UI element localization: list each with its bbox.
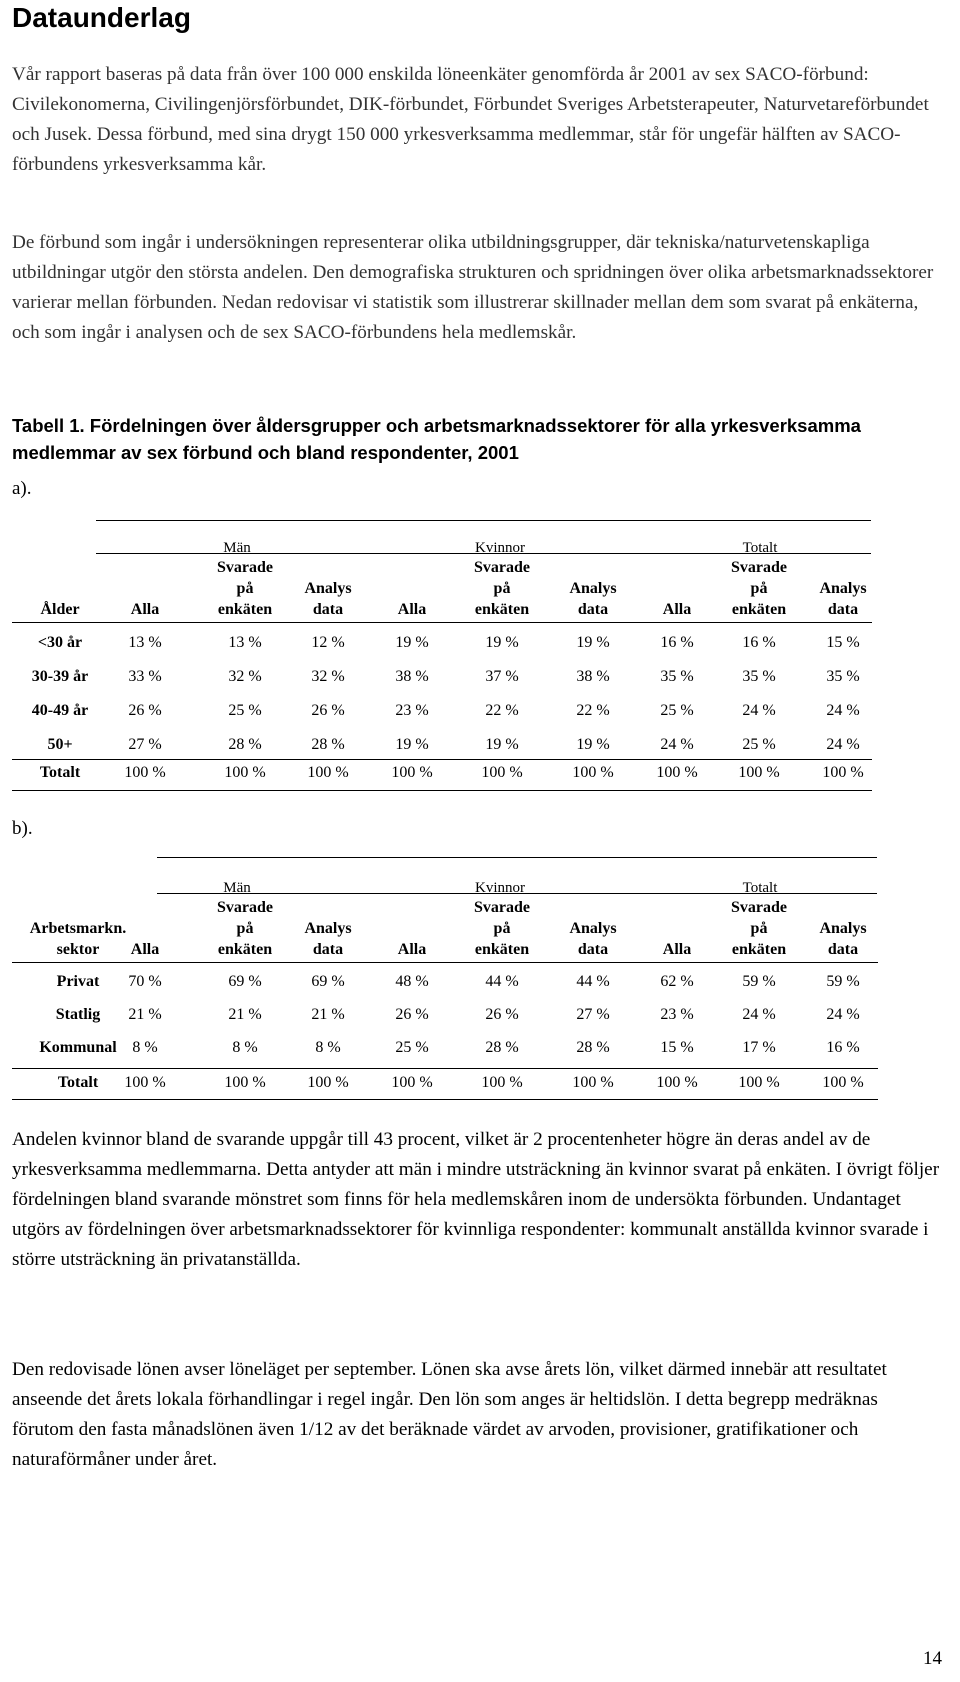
table-a-label: a). bbox=[12, 478, 32, 499]
table-a-col-header: på bbox=[236, 580, 254, 597]
table-b-col-header: på bbox=[750, 920, 768, 937]
table-a-col-header: Alla bbox=[397, 601, 427, 618]
table-a-group-totalt: Totalt bbox=[742, 540, 778, 556]
table-b-cell: 16 % bbox=[826, 1039, 860, 1056]
table-b-cell: 17 % bbox=[742, 1039, 776, 1056]
table-b-total-cell: 100 % bbox=[572, 1074, 614, 1091]
table-b-label: b). bbox=[12, 818, 33, 839]
table-a-col-header: Analys bbox=[819, 580, 867, 597]
table-b-col-header: enkäten bbox=[217, 941, 273, 958]
table-b-cell: 8 % bbox=[315, 1039, 341, 1056]
table-b-row-label: Privat bbox=[56, 973, 100, 990]
table-a-cell: 13 % bbox=[128, 634, 162, 651]
table-a-cell: 25 % bbox=[742, 736, 776, 753]
table-b-col-header: data bbox=[312, 941, 344, 958]
table-a-total-cell: 100 % bbox=[738, 764, 780, 781]
table-b-cell: 23 % bbox=[660, 1006, 694, 1023]
table-a-cell: 38 % bbox=[395, 668, 429, 685]
table-a-cell: 35 % bbox=[826, 668, 860, 685]
table-b-cell: 8 % bbox=[132, 1039, 158, 1056]
table-b-cell: 27 % bbox=[576, 1006, 610, 1023]
table-a-cell: 27 % bbox=[128, 736, 162, 753]
table-a-total-cell: 100 % bbox=[307, 764, 349, 781]
table-a-cell: 22 % bbox=[576, 702, 610, 719]
table-b-col-header: på bbox=[236, 920, 254, 937]
table-a-cell: 24 % bbox=[826, 736, 860, 753]
table-a-total-cell: 100 % bbox=[656, 764, 698, 781]
table-rule bbox=[12, 1099, 878, 1100]
table-a-cell: 16 % bbox=[660, 634, 694, 651]
table-a-cell: 38 % bbox=[576, 668, 610, 685]
table-a-total-cell: 100 % bbox=[224, 764, 266, 781]
table-b-cell: 21 % bbox=[128, 1006, 162, 1023]
table-a-cell: 12 % bbox=[311, 634, 345, 651]
table-a-cell: 35 % bbox=[742, 668, 776, 685]
paragraph-respondents: Andelen kvinnor bland de svarande uppgår till 43 procent, vilket är 2 procentenheter högre än deras andel av de yrkesverksamma medlemmarna. Detta antyder att män i mindre utsträckning än kvinnor svarat på enkäten. I övrigt följer fördelningen bland svarande mönstret som finns för hela medlemskåren inom de undersökta förbunden. Undantaget utgörs av fördelningen över arbetsmarknadssektorer för kvinnliga respondenter: kommunalt anställda kvinnor svarade i större utsträckning än privatanställda. bbox=[12, 1129, 940, 1270]
table-a-cell: 22 % bbox=[485, 702, 519, 719]
table-a-row-label: <30 år bbox=[37, 634, 83, 651]
table-a-cell: 23 % bbox=[395, 702, 429, 719]
table-rule bbox=[96, 520, 871, 521]
table-a-row-label: 40-49 år bbox=[31, 702, 89, 719]
table-b-total-label: Totalt bbox=[57, 1074, 99, 1091]
table-a-col-header: data bbox=[827, 601, 859, 618]
table-a-cell: 19 % bbox=[395, 634, 429, 651]
table-a-col-header: Svarade bbox=[217, 559, 273, 576]
table-a-cell: 19 % bbox=[485, 634, 519, 651]
table-a-col-header: Svarade bbox=[474, 559, 530, 576]
table-b-group-män: Män bbox=[223, 880, 251, 896]
table-rule bbox=[96, 553, 871, 554]
table-b-col-header: Alla bbox=[397, 941, 427, 958]
table-b-cell: 28 % bbox=[485, 1039, 519, 1056]
table-b-total-cell: 100 % bbox=[481, 1074, 523, 1091]
table-b-cell: 26 % bbox=[485, 1006, 519, 1023]
table-a-cell: 25 % bbox=[660, 702, 694, 719]
table-a-col-header: enkäten bbox=[474, 601, 530, 618]
table-b-cell: 44 % bbox=[485, 973, 519, 990]
table-b-cell: 69 % bbox=[311, 973, 345, 990]
table-a-total-label: Totalt bbox=[39, 764, 81, 781]
table-a-col-header: Analys bbox=[569, 580, 617, 597]
table-a-total-cell: 100 % bbox=[822, 764, 864, 781]
table-b-cell: 69 % bbox=[228, 973, 262, 990]
table-a-cell: 16 % bbox=[742, 634, 776, 651]
table-b-cell: 21 % bbox=[228, 1006, 262, 1023]
table-b-col-header: på bbox=[493, 920, 511, 937]
table-a-cell: 19 % bbox=[395, 736, 429, 753]
table-b-cell: 48 % bbox=[395, 973, 429, 990]
table-rule bbox=[12, 790, 872, 791]
table-b-col-header: Alla bbox=[130, 941, 160, 958]
table-b-cell: 28 % bbox=[576, 1039, 610, 1056]
table-a-cell: 25 % bbox=[228, 702, 262, 719]
table-rule bbox=[12, 1068, 878, 1069]
table-a-total-cell: 100 % bbox=[391, 764, 433, 781]
table-rule bbox=[12, 622, 872, 623]
table-b-cell: 8 % bbox=[232, 1039, 258, 1056]
table-a-col-header: på bbox=[750, 580, 768, 597]
table-a-col-header: Alla bbox=[662, 601, 692, 618]
table-a-group-män: Män bbox=[223, 540, 251, 556]
table-b-cell: 59 % bbox=[742, 973, 776, 990]
table-a-total-cell: 100 % bbox=[572, 764, 614, 781]
table-a-group-kvinnor: Kvinnor bbox=[475, 540, 525, 556]
table-b-col-header: Svarade bbox=[731, 899, 787, 916]
table-b-cell: 44 % bbox=[576, 973, 610, 990]
table-b-group-totalt: Totalt bbox=[742, 880, 778, 896]
table-b-total-cell: 100 % bbox=[391, 1074, 433, 1091]
table-a-cell: 28 % bbox=[228, 736, 262, 753]
table-b-cell: 21 % bbox=[311, 1006, 345, 1023]
table-b-group-kvinnor: Kvinnor bbox=[475, 880, 525, 896]
table-b-total-cell: 100 % bbox=[124, 1074, 166, 1091]
page-heading: Dataunderlag bbox=[12, 2, 191, 33]
table-a-cell: 24 % bbox=[660, 736, 694, 753]
table-b-col-header: enkäten bbox=[474, 941, 530, 958]
table-b-cell: 26 % bbox=[395, 1006, 429, 1023]
table-b-cell: 25 % bbox=[395, 1039, 429, 1056]
table-b-col-header: Analys bbox=[569, 920, 617, 937]
table-b-total-cell: 100 % bbox=[224, 1074, 266, 1091]
table-rule bbox=[157, 893, 877, 894]
table-b-cell: 24 % bbox=[742, 1006, 776, 1023]
table-a-cell: 13 % bbox=[228, 634, 262, 651]
table-b-col-header: Alla bbox=[662, 941, 692, 958]
table-title: Tabell 1. Fördelningen över åldersgrupper och arbetsmarknadssektorer för alla yrkesverksamma medlemmar av sex förbund och bland respondenter, 2001 bbox=[12, 415, 861, 463]
page-number: 14 bbox=[923, 1648, 942, 1669]
table-b-col-header: Analys bbox=[819, 920, 867, 937]
paragraph-salary: Den redovisade lönen avser löneläget per september. Lönen ska avse årets lön, vilket därmed innebär att resultatet anseende det årets lokala förhandlingar i regel ingår. Den lön som anges är heltidslön. I detta begrepp medräknas förutom den fasta månadslönen även 1/12 av det beräknade värdet av arvoden, provisioner, gratifikationer och naturaförmåner under året. bbox=[12, 1359, 887, 1470]
table-a-col-header: Alla bbox=[130, 601, 160, 618]
table-b-col-header: Svarade bbox=[217, 899, 273, 916]
table-a-col-header: Svarade bbox=[731, 559, 787, 576]
table-b-col-header: enkäten bbox=[731, 941, 787, 958]
table-b-cell: 70 % bbox=[128, 973, 162, 990]
table-b-row-header: Arbetsmarkn. bbox=[29, 920, 127, 937]
table-a-cell: 32 % bbox=[228, 668, 262, 685]
table-a-cell: 32 % bbox=[311, 668, 345, 685]
table-b-row-header: sektor bbox=[56, 941, 100, 958]
table-a-cell: 35 % bbox=[660, 668, 694, 685]
table-a-total-cell: 100 % bbox=[481, 764, 523, 781]
paragraph-structure: De förbund som ingår i undersökningen representerar olika utbildningsgrupper, där tekniska/naturvetenskapliga utbildningar utgör den största andelen. Den demografiska strukturen och spridningen över olika arbetsmarknadssektorer varierar mellan förbunden. Nedan redovisar vi statistik som illustrerar skillnader mellan dem som svarat på enkäterna, och som ingår i analysen och de sex SACO-förbundens hela medlemskår. bbox=[12, 232, 934, 343]
table-a-row-label: 30-39 år bbox=[31, 668, 89, 685]
table-a-cell: 19 % bbox=[485, 736, 519, 753]
table-a-total-cell: 100 % bbox=[124, 764, 166, 781]
table-a-cell: 15 % bbox=[826, 634, 860, 651]
table-b-cell: 24 % bbox=[826, 1006, 860, 1023]
table-a-cell: 26 % bbox=[311, 702, 345, 719]
table-b-total-cell: 100 % bbox=[656, 1074, 698, 1091]
table-a-col-header: på bbox=[493, 580, 511, 597]
table-rule bbox=[12, 759, 872, 760]
table-b-cell: 15 % bbox=[660, 1039, 694, 1056]
table-a-cell: 33 % bbox=[128, 668, 162, 685]
table-b-total-cell: 100 % bbox=[738, 1074, 780, 1091]
table-b-col-header: Svarade bbox=[474, 899, 530, 916]
table-a-cell: 19 % bbox=[576, 736, 610, 753]
table-a-row-label: 50+ bbox=[47, 736, 73, 753]
table-a-cell: 37 % bbox=[485, 668, 519, 685]
table-a-cell: 24 % bbox=[826, 702, 860, 719]
table-a-cell: 28 % bbox=[311, 736, 345, 753]
table-a-cell: 19 % bbox=[576, 634, 610, 651]
table-b-row-label: Statlig bbox=[55, 1006, 101, 1023]
table-a-cell: 26 % bbox=[128, 702, 162, 719]
paragraph-intro: Vår rapport baseras på data från över 100 000 enskilda löneenkäter genomförda år 2001 av sex SACO-förbund: Civilekonomerna, Civilingenjörsförbundet, DIK-förbundet, Förbundet Sveriges Arbetsterapeuter, Naturvetareförbundet och Jusek. Dessa förbund, med sina drygt 150 000 yrkesverksamma medlemmar, står för ungefär hälften av SACO-förbundens yrkesverksamma kår. bbox=[12, 64, 929, 175]
table-a-col-header: data bbox=[577, 601, 609, 618]
table-a-col-header: Analys bbox=[304, 580, 352, 597]
table-rule bbox=[12, 962, 878, 963]
table-b-col-header: data bbox=[827, 941, 859, 958]
table-a-row-header: Ålder bbox=[40, 601, 80, 618]
table-a-col-header: data bbox=[312, 601, 344, 618]
table-b-col-header: data bbox=[577, 941, 609, 958]
table-a-col-header: enkäten bbox=[731, 601, 787, 618]
table-a-cell: 24 % bbox=[742, 702, 776, 719]
table-b-cell: 62 % bbox=[660, 973, 694, 990]
table-b-total-cell: 100 % bbox=[822, 1074, 864, 1091]
table-rule bbox=[157, 857, 877, 858]
table-b-col-header: Analys bbox=[304, 920, 352, 937]
table-b-total-cell: 100 % bbox=[307, 1074, 349, 1091]
table-b-cell: 59 % bbox=[826, 973, 860, 990]
table-a-col-header: enkäten bbox=[217, 601, 273, 618]
table-b-row-label: Kommunal bbox=[39, 1039, 117, 1056]
